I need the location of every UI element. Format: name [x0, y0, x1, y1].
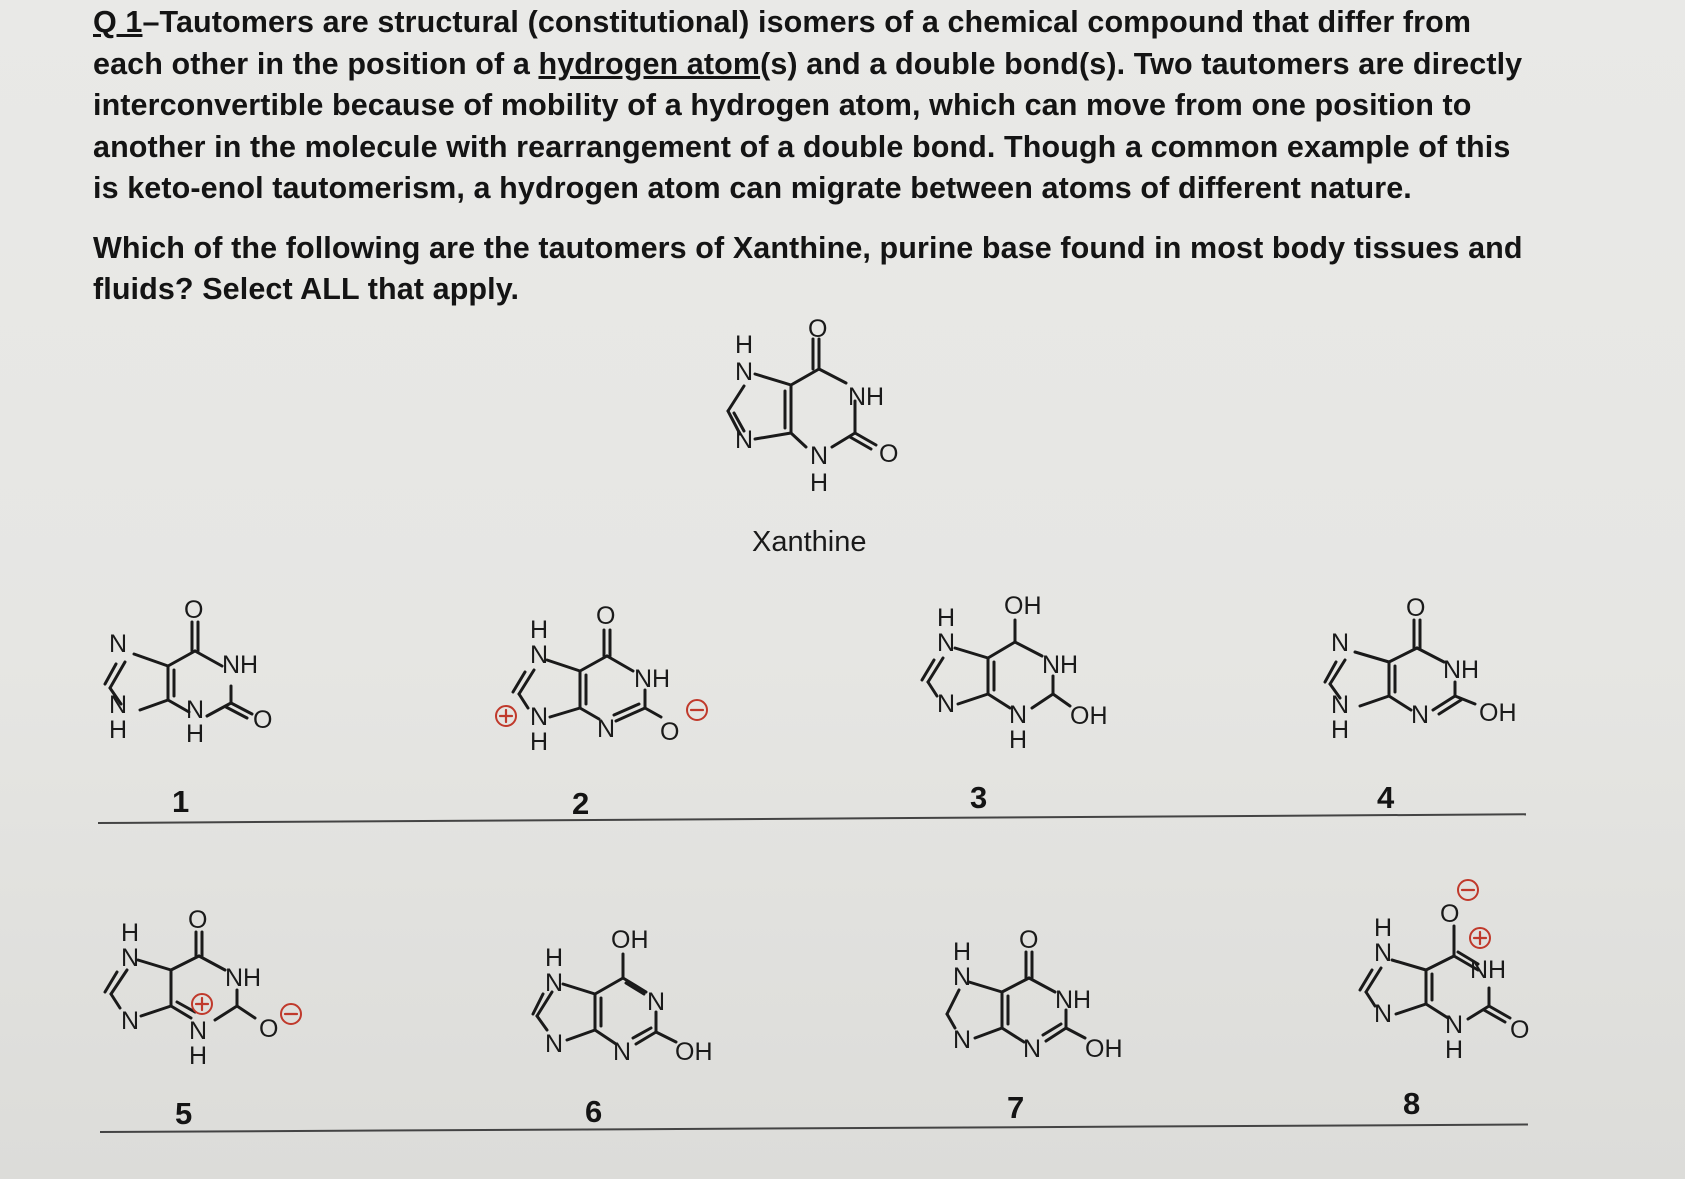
atom-o: O — [259, 1015, 279, 1043]
atom-n: N — [530, 641, 549, 669]
atom-h: H — [735, 331, 754, 359]
atom-n: N — [189, 1017, 208, 1045]
option-7-label[interactable]: 7 — [1007, 1090, 1025, 1125]
option-7-structure[interactable] — [947, 920, 1167, 1090]
question-prompt: Which of the following are the tautomers of Xanthine, purine base found in most body tissues and fluids? Select ALL that apply. — [93, 230, 1523, 306]
positive-charge-icon — [1470, 928, 1490, 948]
atom-h: H — [186, 720, 205, 748]
option-4-structure[interactable] — [1325, 590, 1545, 760]
atom-n: N — [121, 1007, 140, 1035]
atom-nh: NH — [848, 383, 885, 411]
atom-h: H — [937, 604, 956, 632]
option-6-label[interactable]: 6 — [585, 1094, 603, 1129]
atom-o: O — [184, 596, 204, 624]
row-divider — [100, 1124, 1528, 1133]
atom-h: H — [1374, 914, 1393, 942]
intro-part1: –Tautomers are structural (constitutional) isomers of a chemical compound that differ from each other in the position of a — [93, 5, 1472, 81]
atom-n: N — [1411, 701, 1430, 729]
atom-o: O — [596, 602, 616, 630]
atom-h: H — [530, 728, 549, 756]
atom-n: N — [1009, 701, 1028, 729]
question-text — [93, 2, 1533, 311]
xanthine-label: Xanthine — [752, 526, 867, 558]
atom-n: N — [1023, 1035, 1042, 1063]
atom-h: H — [810, 469, 829, 497]
atom-h: H — [1009, 726, 1028, 754]
negative-charge-icon — [687, 700, 707, 720]
atom-h: H — [545, 944, 564, 972]
negative-charge-icon — [281, 1004, 301, 1024]
negative-charge-icon — [1458, 880, 1478, 900]
atom-nh: NH — [1470, 956, 1507, 984]
atom-n: N — [647, 988, 666, 1016]
question-intro — [93, 2, 1533, 210]
atom-o: O — [879, 440, 899, 468]
atom-h: H — [109, 716, 128, 744]
atom-n: N — [121, 944, 140, 972]
atom-oh: OH — [1479, 699, 1517, 727]
atom-nh: NH — [1042, 651, 1079, 679]
atom-oh: OH — [1004, 592, 1042, 620]
atom-o: O — [1440, 900, 1460, 928]
atom-o: O — [188, 906, 208, 934]
option-3-structure[interactable] — [922, 590, 1142, 760]
atom-nh: NH — [222, 651, 259, 679]
option-1-structure[interactable] — [105, 590, 305, 760]
atom-n: N — [953, 1026, 972, 1054]
atom-o: O — [660, 718, 680, 746]
atom-nh: NH — [225, 964, 262, 992]
option-1-label[interactable]: 1 — [172, 784, 190, 819]
atom-n: N — [530, 703, 549, 731]
atom-h: H — [189, 1042, 208, 1070]
atom-n: N — [953, 963, 972, 991]
atom-n: N — [613, 1038, 632, 1066]
atom-n: N — [1331, 691, 1350, 719]
atom-o: O — [253, 706, 273, 734]
atom-o: O — [808, 315, 828, 343]
atom-n: N — [109, 630, 128, 658]
atom-oh: OH — [675, 1038, 713, 1066]
hydrogen-atom-link[interactable]: hydrogen atom — [538, 46, 761, 81]
atom-n: N — [810, 442, 829, 470]
row-divider — [98, 813, 1526, 824]
atom-n: N — [735, 358, 754, 386]
atom-oh: OH — [1085, 1035, 1123, 1063]
option-8-structure[interactable] — [1360, 876, 1580, 1066]
atom-nh: NH — [1055, 986, 1092, 1014]
atom-o: O — [1406, 594, 1426, 622]
atom-n: N — [937, 690, 956, 718]
question-number: Q 1 — [93, 5, 143, 39]
positive-charge-icon — [192, 994, 212, 1014]
atom-n: N — [1445, 1011, 1464, 1039]
atom-h: H — [1445, 1036, 1464, 1064]
atom-h: H — [953, 938, 972, 966]
option-6-structure[interactable] — [533, 926, 753, 1096]
atom-h: H — [530, 616, 549, 644]
atom-n: N — [1374, 1000, 1393, 1028]
xanthine-structure — [700, 315, 920, 515]
atom-oh: OH — [1070, 702, 1108, 730]
atom-n: N — [109, 691, 128, 719]
atom-n: N — [937, 629, 956, 657]
atom-nh: NH — [1443, 656, 1480, 684]
positive-charge-icon — [496, 706, 516, 726]
option-4-label[interactable]: 4 — [1377, 780, 1395, 815]
atom-n: N — [186, 696, 205, 724]
atom-o: O — [1510, 1016, 1530, 1044]
atom-n: N — [545, 1030, 564, 1058]
option-2-label[interactable]: 2 — [572, 786, 590, 821]
option-2-structure[interactable] — [492, 598, 712, 768]
atom-h: H — [121, 919, 140, 947]
option-5-label[interactable]: 5 — [175, 1096, 193, 1131]
option-3-label[interactable]: 3 — [970, 780, 988, 815]
atom-n: N — [545, 969, 564, 997]
intro-part2: (s) and a double bond(s). Two tautomers are directly interconvertible because of mobility of a hydrogen atom, which can move from one position to another in the molecule with rearrangement of a double bond. Though a common example of this is keto-enol tautomerism, a hydrogen atom can migrate between atoms of different nature. — [93, 46, 1523, 205]
atom-n: N — [597, 715, 616, 743]
option-5-structure[interactable] — [103, 906, 323, 1076]
atom-n: N — [1331, 629, 1350, 657]
option-8-label[interactable]: 8 — [1403, 1086, 1421, 1121]
atom-h: H — [1331, 716, 1350, 744]
atom-n: N — [735, 426, 754, 454]
atom-oh: OH — [611, 926, 649, 954]
atom-o: O — [1019, 926, 1039, 954]
atom-n: N — [1374, 939, 1393, 967]
atom-nh: NH — [634, 665, 671, 693]
